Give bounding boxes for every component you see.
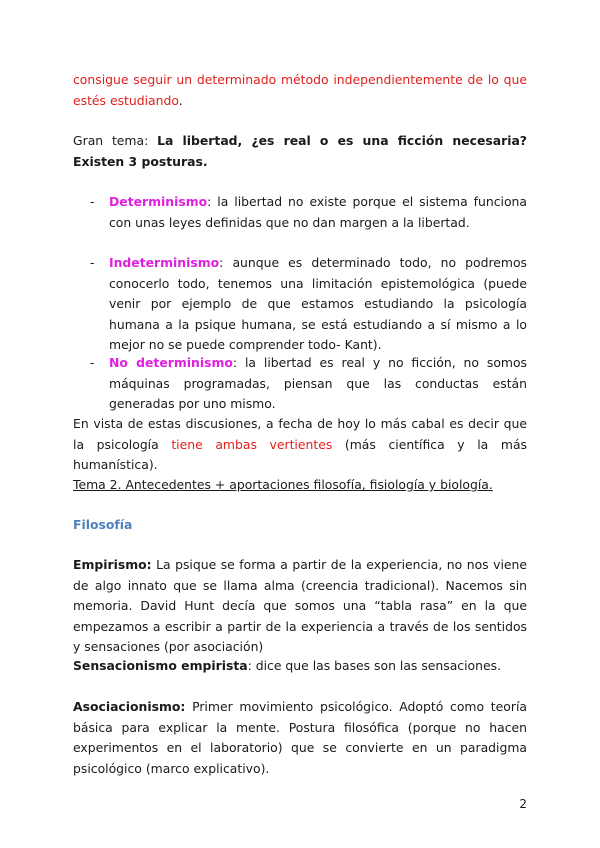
vista-pre: En vista de estas discusiones, a fecha de hoy lo más cabal es decir que la psicología [73,416,527,452]
vista-red: tiene ambas vertientes [171,436,333,452]
term-indeterminismo: Indeterminismo [109,255,220,270]
bullet-marker: - [90,194,95,209]
text-empirismo: La psique se forma a partir de la experiencia, no nos viene de algo innato que se llama alma (creencia tradicional). Nacemos sin memoria. David Hunt decía que somos una “tabla rasa” en la que empezamos a escribir a partir de la experiencia a través de los sentidos y sensaciones (por asociación) [73,557,527,654]
text-determinismo: : la libertad no existe porque el sistema funciona con unas leyes definidas que no dan margen a la libertad. [109,194,527,230]
list-item-determinismo [109,192,527,233]
vista-paragraph [73,414,527,476]
text-asociacionismo: Primer movimiento psicológico. Adoptó como teoría básica para explicar la mente. Postura filosófica (porque no hacen experimentos en el laboratorio) que se convierte en un paradigma psicológico (marco explicativo). [73,699,527,776]
intro-red-text: consigue seguir un determinado método independientemente de lo que estés estudiando [73,72,527,108]
intro-paragraph [73,70,527,111]
term-empirismo: Empirismo: [73,557,152,572]
page-number: 2 [519,797,527,811]
gran-tema-question: La libertad, ¿es real o es una ficción necesaria? Existen 3 posturas. [73,133,527,169]
vista-post: (más científica y la más humanística). [73,436,527,472]
text-indeterminismo: : aunque es determinado todo, no podremos conocerlo todo, tenemos una limitación epistemológica (puede venir por ejemplo de que estamos estudiando la psicología humana a la psique humana, se está estudiando a sí mismo a lo mejor no se puede comprender todo- Kant). [109,255,527,352]
bullet-marker: - [90,355,95,370]
intro-end: . [178,92,183,108]
sensacionismo-paragraph [73,656,527,677]
empirismo-paragraph [73,555,527,658]
list-item-indeterminismo [109,253,527,356]
asociacionismo-paragraph [73,697,527,779]
text-sensacionismo: : dice que las bases son las sensaciones. [247,658,502,673]
term-no-determinismo: No determinismo [109,355,233,370]
filosofia-heading: Filosofía [73,517,133,532]
term-sensacionismo: Sensacionismo empirista [73,658,248,673]
text-no-determinismo: : la libertad es real y no ficción, no somos máquinas programadas, piensan que las conductas están generadas por uno mismo. [109,355,528,411]
gran-tema-paragraph [73,131,527,172]
gran-tema-prefix: Gran tema: [73,133,158,148]
term-asociacionismo: Asociacionismo: [73,699,186,714]
tema2-heading: Tema 2. Antecedentes + aportaciones filosofía, fisiología y biología. [73,477,493,492]
list-item-no-determinismo [109,353,527,415]
bullet-marker: - [90,255,95,270]
term-determinismo: Determinismo [109,194,208,209]
